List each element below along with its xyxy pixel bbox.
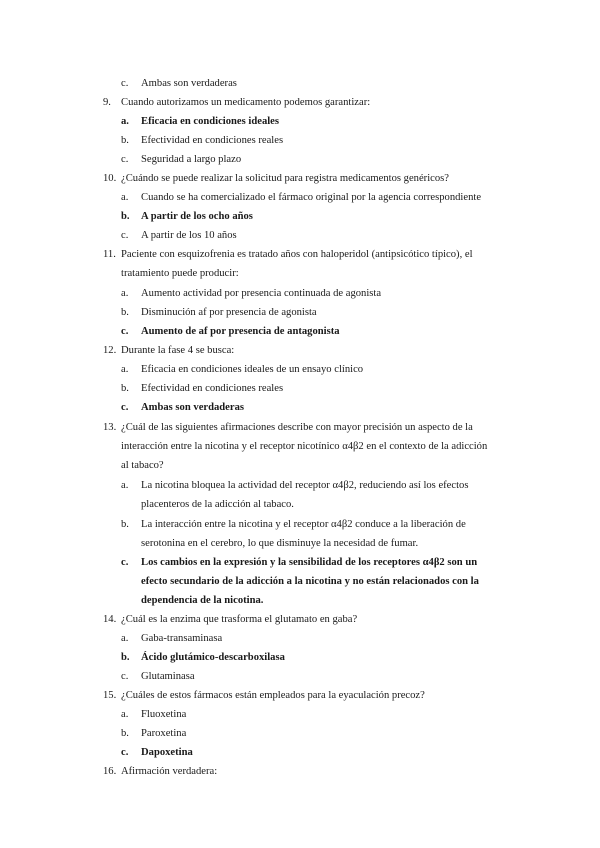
option-text: Ambas son verdaderas	[141, 78, 237, 89]
question-text: Cuando autorizamos un medicamento podemos garantizar:	[121, 97, 371, 108]
option-text: La interacción entre la nicotina y el receptor α4β2 conduce a la liberación de	[141, 519, 466, 530]
question-text: Paciente con esquizofrenia es tratado años con haloperidol (antipsicótico típico), el	[121, 249, 473, 260]
option-letter: c.	[121, 671, 129, 682]
option-text-correct: Ambas son verdaderas	[141, 402, 244, 413]
option-letter: c.	[121, 326, 129, 337]
option-letter: b.	[121, 383, 129, 394]
option-letter: a.	[121, 288, 129, 299]
option-text: Efectividad en condiciones reales	[141, 135, 284, 146]
question-number: 14.	[103, 614, 117, 625]
option-text-correct: Aumento de af por presencia de antagonista	[141, 326, 340, 337]
question-number: 12.	[103, 345, 117, 356]
option-letter: a.	[121, 709, 129, 720]
option-letter: a.	[121, 480, 129, 491]
option-text: Cuando se ha comercializado el fármaco original por la agencia correspondiente	[141, 192, 482, 203]
question-number: 15.	[103, 690, 117, 701]
question-text: Afirmación verdadera:	[121, 766, 218, 777]
question-number: 13.	[103, 422, 117, 433]
option-text-correct: Los cambios en la expresión y la sensibilidad de los receptores α4β2 son un	[141, 557, 478, 568]
option-letter: b.	[121, 728, 129, 739]
option-text: Disminución af por presencia de agonista	[141, 307, 317, 318]
question-text: ¿Cuándo se puede realizar la solicitud para registra medicamentos genéricos?	[121, 173, 449, 184]
option-text-continued: dependencia de la nicotina.	[141, 595, 264, 606]
question-number: 16.	[103, 766, 117, 777]
option-text-continued: serotonina en el cerebro, lo que disminuye la necesidad de fumar.	[141, 538, 419, 549]
option-text: Glutaminasa	[141, 671, 195, 682]
question-number: 10.	[103, 173, 117, 184]
option-letter: b.	[121, 519, 129, 530]
option-text: Gaba-transaminasa	[141, 633, 223, 644]
option-text: A partir de los 10 años	[141, 230, 237, 241]
question-text: ¿Cuál es la enzima que trasforma el glutamato en gaba?	[121, 614, 358, 625]
option-text: Seguridad a largo plazo	[141, 154, 242, 165]
option-text: Efectividad en condiciones reales	[141, 383, 284, 394]
option-text: Aumento actividad por presencia continuada de agonista	[141, 288, 382, 299]
option-letter: a.	[121, 364, 129, 375]
question-text-continued: al tabaco?	[121, 460, 164, 471]
question-text: ¿Cuál de las siguientes afirmaciones describe con mayor precisión un aspecto de la	[121, 422, 473, 433]
option-text-correct: Dapoxetina	[141, 747, 193, 758]
question-number: 11.	[103, 249, 116, 260]
option-text: Fluoxetina	[141, 709, 187, 720]
question-text-continued: tratamiento puede producir:	[121, 268, 239, 279]
option-letter: c.	[121, 557, 129, 568]
option-letter: b.	[121, 307, 129, 318]
option-letter: c.	[121, 230, 129, 241]
option-text: Eficacia en condiciones ideales de un ensayo clínico	[141, 364, 364, 375]
option-letter: b.	[121, 652, 130, 663]
option-text: Paroxetina	[141, 728, 187, 739]
option-text-continued: efecto secundario de la adicción a la nicotina y no están relacionados con la	[141, 576, 479, 587]
option-letter: a.	[121, 633, 129, 644]
option-text: La nicotina bloquea la actividad del receptor α4β2, reduciendo así los efectos	[141, 480, 469, 491]
option-letter: a.	[121, 192, 129, 203]
question-number: 9.	[103, 97, 111, 108]
question-text: Durante la fase 4 se busca:	[121, 345, 235, 356]
question-text: ¿Cuáles de estos fármacos están empleados para la eyaculación precoz?	[121, 690, 425, 701]
option-letter: b.	[121, 135, 129, 146]
option-text-continued: placenteros de la adicción al tabaco.	[141, 499, 294, 510]
option-letter: c.	[121, 154, 129, 165]
option-text-correct: Eficacia en condiciones ideales	[141, 116, 280, 127]
option-text-correct: Ácido glutámico-descarboxilasa	[141, 652, 285, 663]
option-letter: c.	[121, 747, 129, 758]
option-letter: b.	[121, 211, 130, 222]
option-letter: a.	[121, 116, 129, 127]
option-text-correct: A partir de los ocho años	[141, 211, 253, 222]
option-letter: c.	[121, 402, 129, 413]
option-letter: c.	[121, 78, 129, 89]
question-text-continued: interacción entre la nicotina y el receptor nicotínico α4β2 en el contexto de la adicción	[121, 441, 488, 452]
